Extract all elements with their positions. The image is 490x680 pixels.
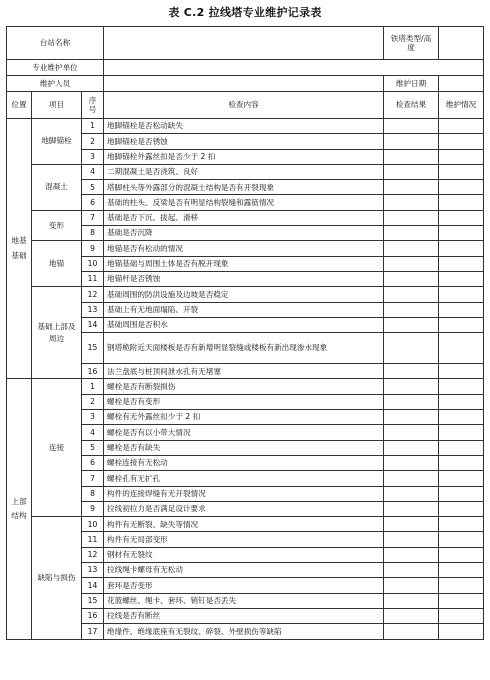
table-row (7, 164, 484, 179)
repair-status-cell[interactable] (439, 563, 484, 578)
check-content: 绝缘件、绝缘底座有无裂纹、碎裂、外壁损伤等缺陷 (104, 624, 384, 639)
check-result-cell[interactable] (384, 195, 439, 210)
repair-status-cell[interactable] (439, 149, 484, 164)
check-result-cell[interactable] (384, 532, 439, 547)
repair-status-cell[interactable] (439, 364, 484, 379)
check-result-cell[interactable] (384, 394, 439, 409)
repair-status-cell[interactable] (439, 287, 484, 302)
header-row-unit (7, 60, 484, 76)
col-repair: 维护情况 (439, 92, 484, 119)
check-result-cell[interactable] (384, 164, 439, 179)
check-result-cell[interactable] (384, 119, 439, 134)
check-content: 钢材有无裂纹 (104, 547, 384, 562)
table-row (7, 241, 484, 256)
repair-status-cell[interactable] (439, 302, 484, 317)
check-content: 螺栓孔有无扩孔 (104, 471, 384, 486)
check-result-cell[interactable] (384, 517, 439, 532)
maint-date-field[interactable] (439, 76, 484, 92)
row-number: 14 (82, 317, 104, 332)
row-number: 16 (82, 608, 104, 623)
row-number: 7 (82, 210, 104, 225)
row-number: 3 (82, 410, 104, 425)
row-number: 3 (82, 149, 104, 164)
item-defect-damage: 缺陷与损伤 (32, 517, 82, 639)
check-result-cell[interactable] (384, 180, 439, 195)
col-seq: 序号 (82, 92, 104, 119)
check-content: 基础是否沉降 (104, 226, 384, 241)
repair-status-cell[interactable] (439, 195, 484, 210)
check-result-cell[interactable] (384, 379, 439, 394)
row-number: 12 (82, 547, 104, 562)
check-content: 螺栓是否有以小带大情况 (104, 425, 384, 440)
check-content: 构件有无断裂、缺失等情况 (104, 517, 384, 532)
check-result-cell[interactable] (384, 486, 439, 501)
repair-status-cell[interactable] (439, 624, 484, 639)
check-content: 构件有无局部变形 (104, 532, 384, 547)
repair-status-cell[interactable] (439, 119, 484, 134)
row-number: 5 (82, 180, 104, 195)
check-result-cell[interactable] (384, 210, 439, 225)
repair-status-cell[interactable] (439, 210, 484, 225)
repair-status-cell[interactable] (439, 517, 484, 532)
table-row (7, 379, 484, 394)
check-result-cell[interactable] (384, 471, 439, 486)
header-row-person (7, 76, 484, 92)
check-content: 花篮螺丝、绳卡、套环、销钉是否丢失 (104, 593, 384, 608)
check-result-cell[interactable] (384, 256, 439, 271)
col-content: 检查内容 (104, 92, 384, 119)
row-number: 12 (82, 287, 104, 302)
row-number: 5 (82, 440, 104, 455)
row-number: 13 (82, 302, 104, 317)
table-row (7, 517, 484, 532)
repair-status-cell[interactable] (439, 333, 484, 364)
check-content: 拉线绳卡螺母有无松动 (104, 563, 384, 578)
repair-status-cell[interactable] (439, 547, 484, 562)
check-content: 塔脚柱头等外露部分的混凝土结构是否有开裂现象 (104, 180, 384, 195)
check-result-cell[interactable] (384, 501, 439, 516)
repair-status-cell[interactable] (439, 608, 484, 623)
maint-date-label: 维护日期 (384, 76, 439, 92)
repair-status-cell[interactable] (439, 425, 484, 440)
table-row (7, 119, 484, 134)
column-header-row (7, 92, 484, 119)
maint-unit-field[interactable] (104, 60, 484, 76)
check-content: 螺栓是否有断裂损伤 (104, 379, 384, 394)
check-result-cell[interactable] (384, 271, 439, 286)
repair-status-cell[interactable] (439, 394, 484, 409)
repair-status-cell[interactable] (439, 501, 484, 516)
check-result-cell[interactable] (384, 226, 439, 241)
maint-person-label: 维护人员 (7, 76, 104, 92)
row-number: 10 (82, 517, 104, 532)
row-number: 15 (82, 593, 104, 608)
check-content: 钢塔桅附近天面楼板是否有新增明显裂缝或楼板有新出现渗水现象 (104, 333, 384, 364)
table-row (7, 287, 484, 302)
check-content: 拉线初拉力是否满足设计要求 (104, 501, 384, 516)
repair-status-cell[interactable] (439, 256, 484, 271)
row-number: 1 (82, 119, 104, 134)
check-content: 螺栓是否有变形 (104, 394, 384, 409)
repair-status-cell[interactable] (439, 440, 484, 455)
check-content: 地锚是否有松动的情况 (104, 241, 384, 256)
check-result-cell[interactable] (384, 578, 439, 593)
check-content: 二期混凝土是否浇筑、良好 (104, 164, 384, 179)
row-number: 14 (82, 578, 104, 593)
check-result-cell[interactable] (384, 317, 439, 332)
repair-status-cell[interactable] (439, 578, 484, 593)
check-content: 基础周围是否积水 (104, 317, 384, 332)
row-number: 15 (82, 333, 104, 364)
check-result-cell[interactable] (384, 624, 439, 639)
check-content: 地脚锚栓外露丝扣是否少于 2 扣 (104, 149, 384, 164)
check-content: 套环是否变形 (104, 578, 384, 593)
item-concrete: 混凝土 (32, 164, 82, 210)
item-connection: 连接 (32, 379, 82, 517)
row-number: 9 (82, 501, 104, 516)
section-upper: 上部结构 (7, 379, 32, 639)
check-result-cell[interactable] (384, 440, 439, 455)
item-anchor-bolt: 地脚锚栓 (32, 119, 82, 165)
check-content: 基础周围的防洪设施及边坡是否稳定 (104, 287, 384, 302)
repair-status-cell[interactable] (439, 455, 484, 470)
table-title: 表 C.2 拉线塔专业维护记录表 (168, 6, 322, 19)
row-number: 17 (82, 624, 104, 639)
tower-type-field[interactable] (439, 27, 484, 60)
check-result-cell[interactable] (384, 410, 439, 425)
check-result-cell[interactable] (384, 608, 439, 623)
check-content: 地脚锚栓是否松动缺失 (104, 119, 384, 134)
repair-status-cell[interactable] (439, 164, 484, 179)
check-result-cell[interactable] (384, 563, 439, 578)
row-number: 2 (82, 394, 104, 409)
row-number: 7 (82, 471, 104, 486)
repair-status-cell[interactable] (439, 379, 484, 394)
check-result-cell[interactable] (384, 287, 439, 302)
row-number: 4 (82, 425, 104, 440)
repair-status-cell[interactable] (439, 134, 484, 149)
repair-status-cell[interactable] (439, 317, 484, 332)
check-content: 地锚杆是否锈蚀 (104, 271, 384, 286)
repair-status-cell[interactable] (439, 471, 484, 486)
station-name-field[interactable] (104, 27, 384, 60)
check-result-cell[interactable] (384, 455, 439, 470)
row-number: 6 (82, 195, 104, 210)
row-number: 13 (82, 563, 104, 578)
check-result-cell[interactable] (384, 547, 439, 562)
check-result-cell[interactable] (384, 333, 439, 364)
maint-person-field[interactable] (104, 76, 384, 92)
row-number: 11 (82, 532, 104, 547)
col-result: 检查结果 (384, 92, 439, 119)
tower-type-label: 铁塔类型/高度 (384, 27, 439, 60)
table-row (7, 210, 484, 225)
check-content: 螺栓有无外露丝扣少于 2 扣 (104, 410, 384, 425)
maint-unit-label: 专业维护单位 (7, 60, 104, 76)
maintenance-record-table (6, 26, 484, 640)
check-content: 基础上有无地面塌陷、开裂 (104, 302, 384, 317)
check-result-cell[interactable] (384, 425, 439, 440)
row-number: 8 (82, 226, 104, 241)
row-number: 11 (82, 271, 104, 286)
check-content: 法兰盘底与桩顶间泄水孔有无堵塞 (104, 364, 384, 379)
check-result-cell[interactable] (384, 134, 439, 149)
repair-status-cell[interactable] (439, 486, 484, 501)
check-result-cell[interactable] (384, 364, 439, 379)
repair-status-cell[interactable] (439, 410, 484, 425)
check-result-cell[interactable] (384, 149, 439, 164)
repair-status-cell[interactable] (439, 271, 484, 286)
repair-status-cell[interactable] (439, 180, 484, 195)
check-content: 基础是否下沉、拔起、滑移 (104, 210, 384, 225)
repair-status-cell[interactable] (439, 241, 484, 256)
check-content: 拉线是否有断丝 (104, 608, 384, 623)
check-result-cell[interactable] (384, 593, 439, 608)
check-content: 基础的柱头、反梁是否有明显结构裂缝和露筋情况 (104, 195, 384, 210)
check-content: 构件的连接焊缝有无开裂情况 (104, 486, 384, 501)
check-content: 地脚锚栓是否锈蚀 (104, 134, 384, 149)
item-deform: 变形 (32, 210, 82, 241)
item-surroundings: 基础上部及周边 (32, 287, 82, 379)
header-row-station (7, 27, 484, 60)
col-item: 项目 (32, 92, 82, 119)
row-number: 8 (82, 486, 104, 501)
check-content: 螺栓连接有无松动 (104, 455, 384, 470)
row-number: 9 (82, 241, 104, 256)
repair-status-cell[interactable] (439, 593, 484, 608)
col-position: 位置 (7, 92, 32, 119)
row-number: 1 (82, 379, 104, 394)
row-number: 4 (82, 164, 104, 179)
check-result-cell[interactable] (384, 302, 439, 317)
check-content: 螺栓是否有缺失 (104, 440, 384, 455)
check-content: 地锚基础与周围土体是否有脱开现象 (104, 256, 384, 271)
item-ground-anchor: 地锚 (32, 241, 82, 287)
repair-status-cell[interactable] (439, 226, 484, 241)
row-number: 6 (82, 455, 104, 470)
repair-status-cell[interactable] (439, 532, 484, 547)
row-number: 2 (82, 134, 104, 149)
check-result-cell[interactable] (384, 241, 439, 256)
station-name-label: 台站名称 (7, 27, 104, 60)
row-number: 16 (82, 364, 104, 379)
section-foundation: 地基基础 (7, 119, 32, 379)
row-number: 10 (82, 256, 104, 271)
